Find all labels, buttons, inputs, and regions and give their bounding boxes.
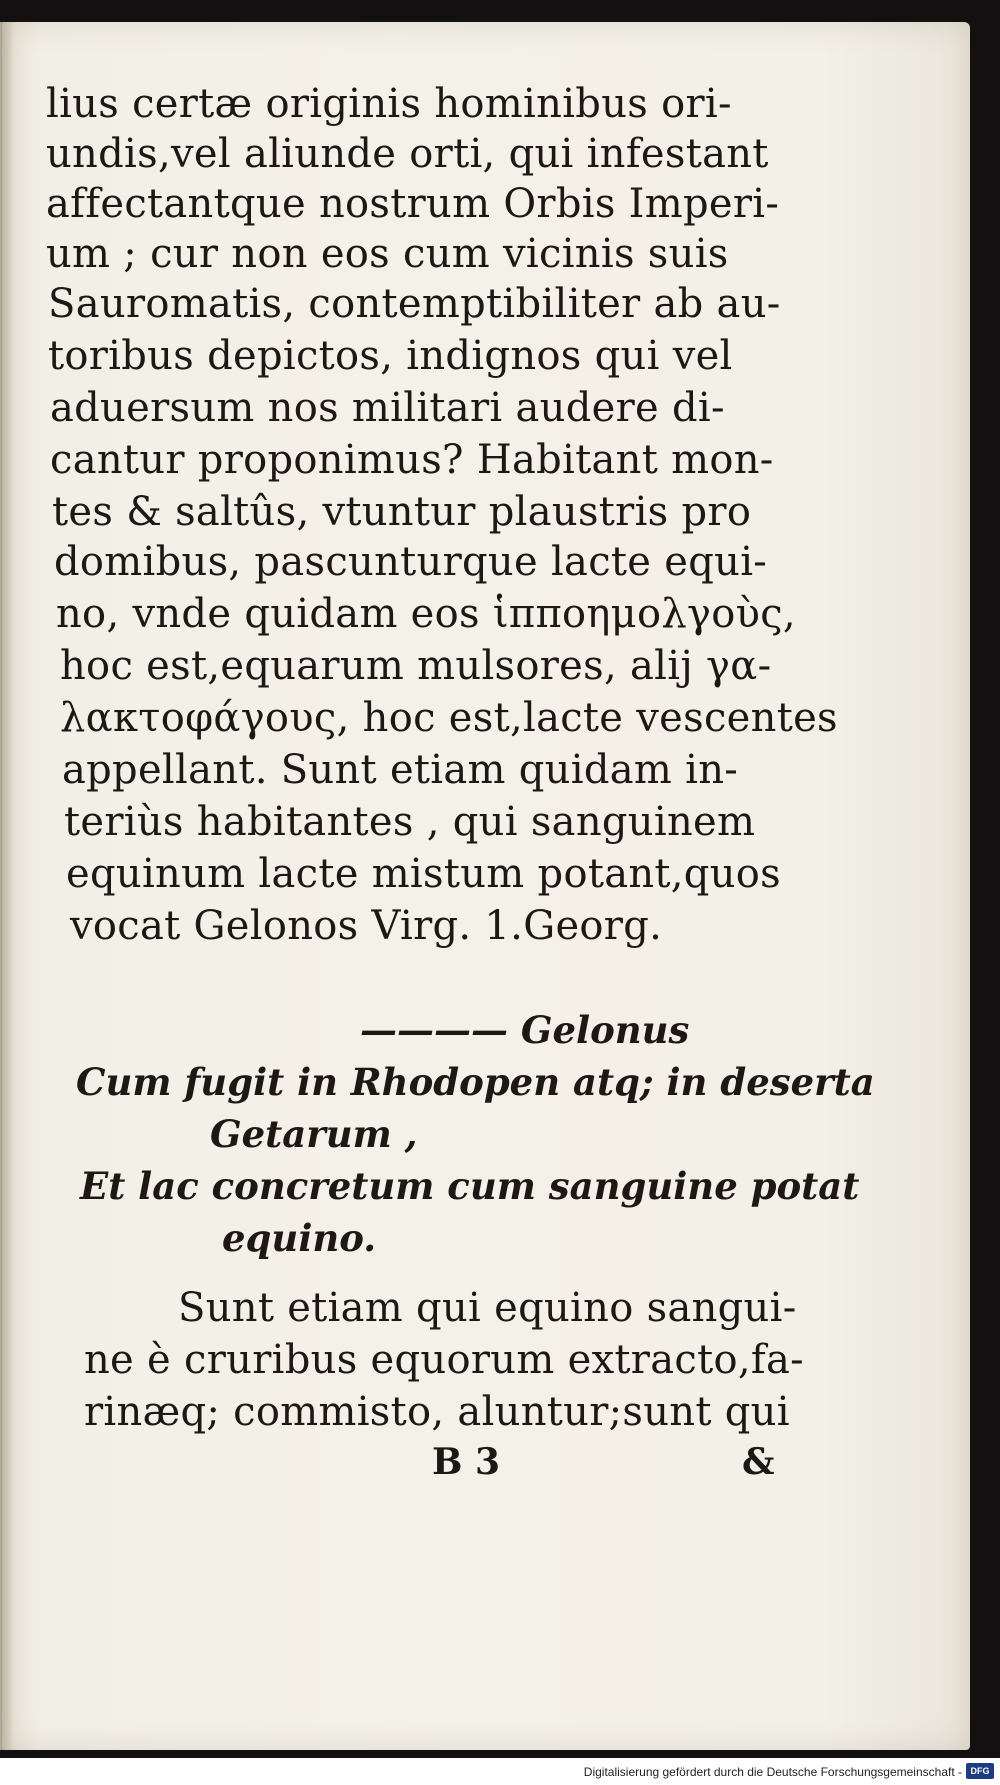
verse-line: ———— Gelonus [360, 1008, 690, 1052]
verse-line: Getarum , [210, 1112, 418, 1156]
text-line: Sunt etiam qui equino sangui- [178, 1285, 797, 1331]
catchword: & [742, 1441, 775, 1483]
page-gutter-shadow [0, 22, 14, 1750]
text-line: toribus depictos, indignos qui vel [48, 333, 733, 379]
text-line: tes & saltûs, vtuntur plaustris pro [52, 489, 752, 535]
text-line: appellant. Sunt etiam quidam in- [62, 747, 739, 793]
signature-mark: B 3 [432, 1441, 501, 1483]
text-line: Sauromatis, contemptibiliter ab au- [48, 281, 781, 327]
text-line: vocat Gelonos Virg. 1.Georg. [70, 903, 663, 949]
text-line: hoc est,equarum mulsores, alij γα- [60, 643, 772, 689]
verse-line: Et lac concretum cum sanguine potat [80, 1164, 860, 1208]
text-line: um ; cur non eos cum vicinis suis [46, 231, 729, 277]
text-line: λακτοφάγους, hoc est,lacte vescentes [60, 695, 838, 741]
footer-bar [0, 1758, 1000, 1785]
text-line: cantur proponimus? Habitant mon- [50, 437, 774, 483]
text-line: undis,vel aliunde orti, qui infestant [46, 131, 769, 177]
text-line: domibus, pascunturque lacte equi- [54, 539, 768, 585]
text-line: teriùs habitantes , qui sanguinem [64, 799, 756, 845]
text-line: no, vnde quidam eos ἱπποημολγοὺς, [56, 591, 796, 637]
text-line: affectantque nostrum Orbis Imperi- [46, 181, 780, 227]
verse-line: Cum fugit in Rhodopen atq; in deserta [76, 1060, 875, 1104]
text-line: ne è cruribus equorum extracto,fa- [84, 1337, 804, 1383]
verse-line: equino. [222, 1216, 377, 1260]
text-line: equinum lacte mistum potant,quos [66, 851, 781, 897]
text-line: lius certæ originis hominibus ori- [46, 81, 732, 127]
text-line: rinæq; commisto, aluntur;sunt qui [84, 1389, 790, 1435]
text-line: aduersum nos militari audere di- [50, 385, 725, 431]
dfg-logo: DFG [966, 1763, 994, 1779]
footer-credit: Digitalisierung gefördert durch die Deutsche Forschungsgemeinschaft - [583, 1765, 962, 1779]
